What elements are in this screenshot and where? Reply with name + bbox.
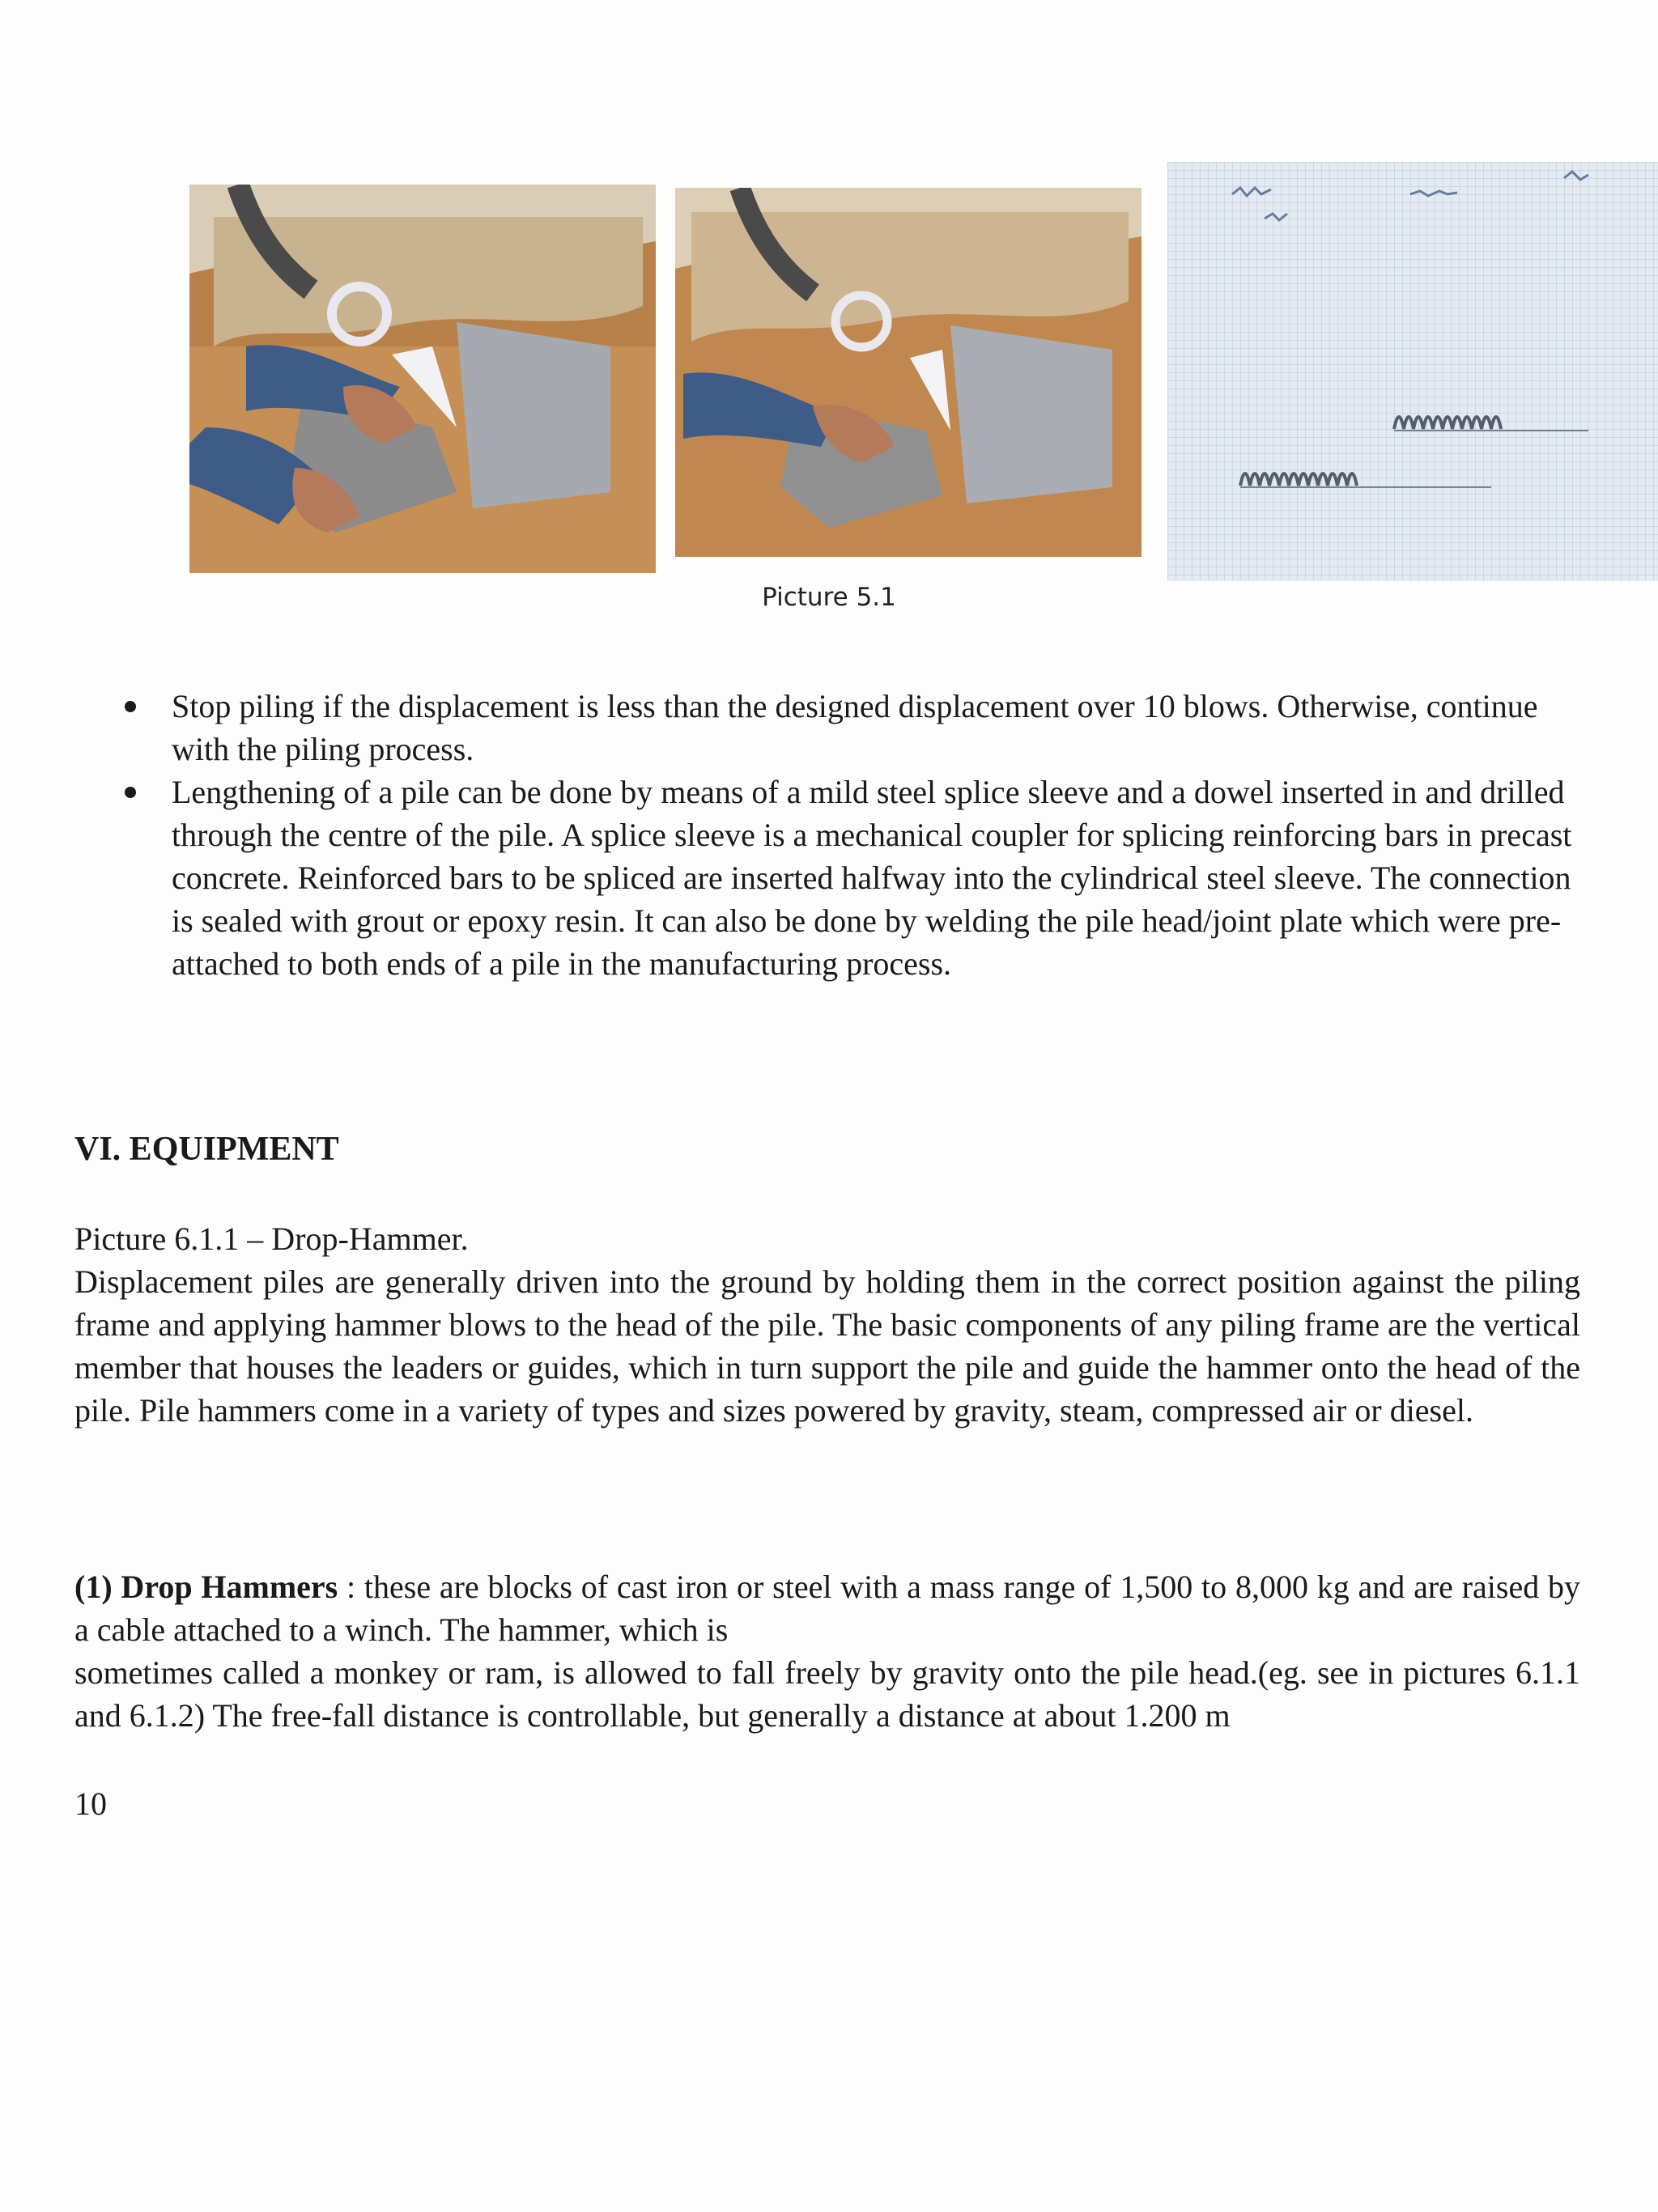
figure-caption: Picture 5.1 [762, 583, 896, 612]
paragraph-drop-hammers-continued: sometimes called a monkey or ram, is allowed to fall freely by gravity onto the pile head.(eg. see in pictures 6.1.1 and 6.1.2) The free-fall distance is controllable, but generally a distance at about 1.200 m [74, 1654, 1580, 1734]
drop-hammers-text: : these are blocks of cast iron or steel with a mass range of 1,500 to 8,000 kg and are raised by a cable attached to a winch. The hammer, which is [74, 1569, 1580, 1648]
paragraph-drop-hammers [74, 1565, 1580, 1651]
drop-hammers-label: (1) Drop Hammers [74, 1569, 338, 1605]
section-heading: VI. EQUIPMENT [74, 1131, 339, 1168]
page-number: 10 [74, 1785, 107, 1822]
bullet-list [113, 685, 1595, 985]
picture-5-1-figure [0, 0, 1658, 583]
graph-paper-record [1167, 162, 1658, 581]
photo-pile-joint-1 [189, 185, 656, 573]
bullet-text: Lengthening of a pile can be done by means of a mild steel splice sleeve and a dowel inserted in and drilled through the centre of the pile. A splice sleeve is a mechanical coupler for splicing reinforcing bars in precast concrete. Reinforced bars to be spliced are inserted halfway into the cylindrical steel sleeve. The connection is sealed with grout or epoxy resin. It can also be done by welding the pile head/joint plate which were pre-attached to both ends of a pile in the manufacturing process. [172, 774, 1572, 982]
photo-pile-joint-2 [675, 188, 1141, 557]
paragraph-displacement-piles: Displacement piles are generally driven into the ground by holding them in the correct position against the piling frame and applying hammer blows to the head of the pile. The basic components of any piling frame are the vertical member that houses the leaders or guides, which in turn support the pile and guide the hammer onto the head of the pile. Pile hammers come in a variety of types and sizes powered by gravity, steam, compressed air or diesel. [74, 1263, 1580, 1429]
list-item [113, 685, 1595, 771]
picture-caption: Picture 6.1.1 – Drop-Hammer. [74, 1221, 469, 1257]
bullet-text: Stop piling if the displacement is less than the designed displacement over 10 blows. Otherwise, continue with the piling process. [172, 688, 1538, 767]
bullet-icon [125, 701, 136, 712]
bullet-icon [125, 787, 136, 798]
list-item [113, 771, 1595, 985]
